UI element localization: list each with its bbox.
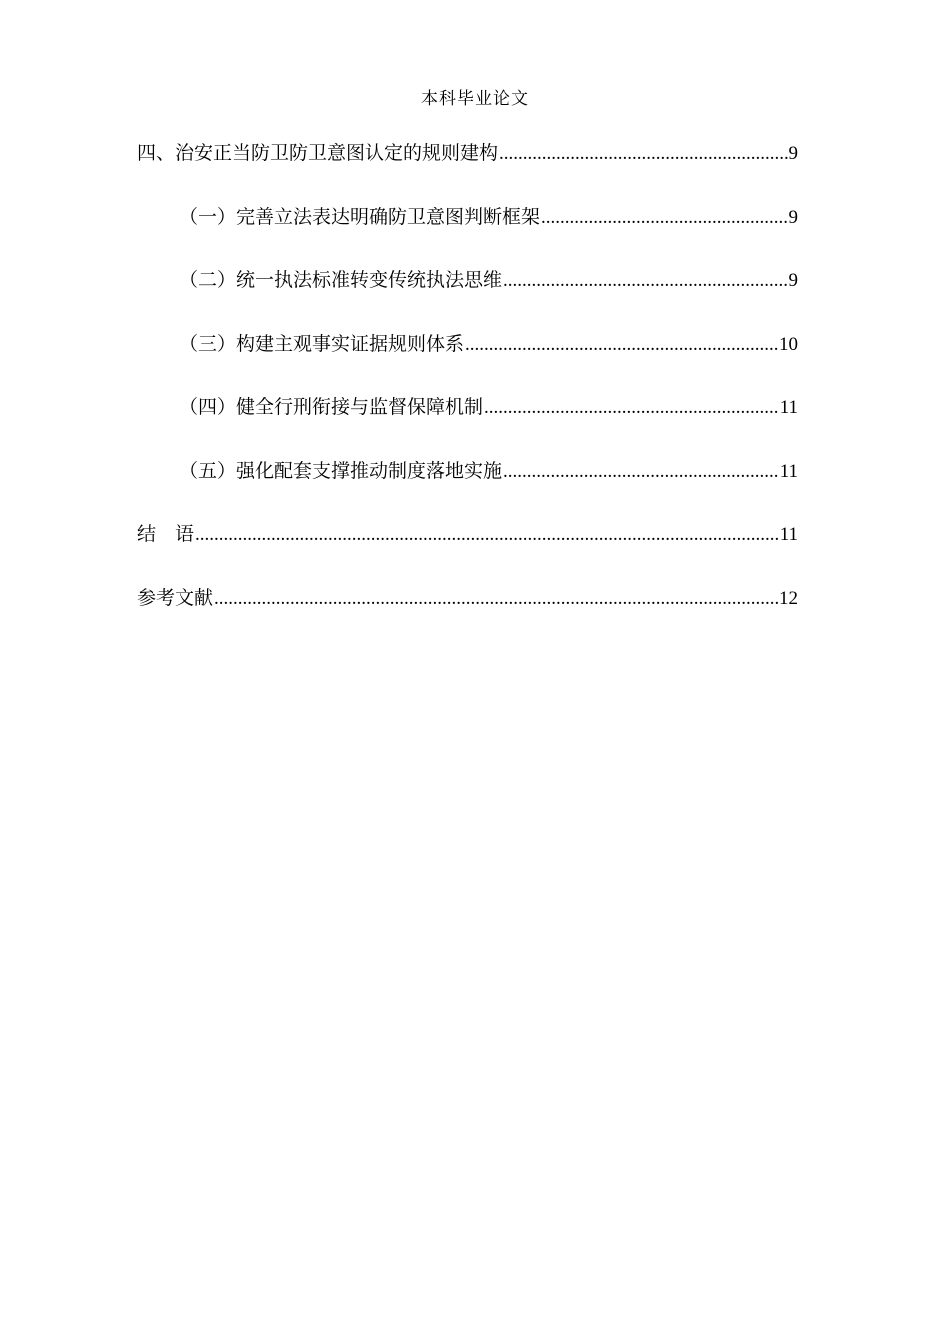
toc-entry-page: 11 [779,460,798,482]
toc-entry-title: （三）构建主观事实证据规则体系 [179,332,465,355]
toc-entry-title: （二）统一执法标准转变传统执法思维 [179,269,503,291]
toc-entry-page: 12 [779,587,798,609]
toc-leader-dots [195,520,779,550]
toc-entry-page: 9 [788,143,798,164]
toc-leader-dots [541,203,787,233]
toc-entry-title: （五）强化配套支撑推动制度落地实施 [179,459,503,482]
toc-entry-page: 11 [779,524,798,545]
toc-entry-subsection-4[interactable] [137,392,798,456]
table-of-contents [137,138,798,646]
toc-entry-conclusion[interactable] [137,519,798,583]
toc-leader-dots [499,139,787,169]
toc-entry-references[interactable] [137,583,798,647]
toc-entry-page: 11 [779,397,798,418]
toc-entry-page: 10 [779,333,798,355]
toc-entry-subsection-5[interactable] [137,456,798,520]
toc-entry-subsection-1[interactable] [137,202,798,266]
toc-entry-title: （四）健全行刑衔接与监督保障机制 [179,396,484,418]
toc-entry-title: 参考文献 [137,586,214,609]
toc-leader-dots [214,584,778,614]
toc-leader-dots [503,457,779,487]
toc-entry-title: （一）完善立法表达明确防卫意图判断框架 [179,205,541,228]
toc-entry-section-4[interactable] [137,138,798,202]
page-header: 本科毕业论文 [421,89,529,109]
toc-entry-page: 9 [788,206,798,228]
toc-entry-title: 结 语 [137,523,195,545]
toc-leader-dots [465,330,778,360]
toc-leader-dots [503,266,787,296]
toc-entry-subsection-2[interactable] [137,265,798,329]
toc-entry-page: 9 [788,270,798,291]
toc-entry-subsection-3[interactable] [137,329,798,393]
toc-entry-title: 四、治安正当防卫防卫意图认定的规则建构 [137,142,499,164]
toc-leader-dots [484,393,779,423]
